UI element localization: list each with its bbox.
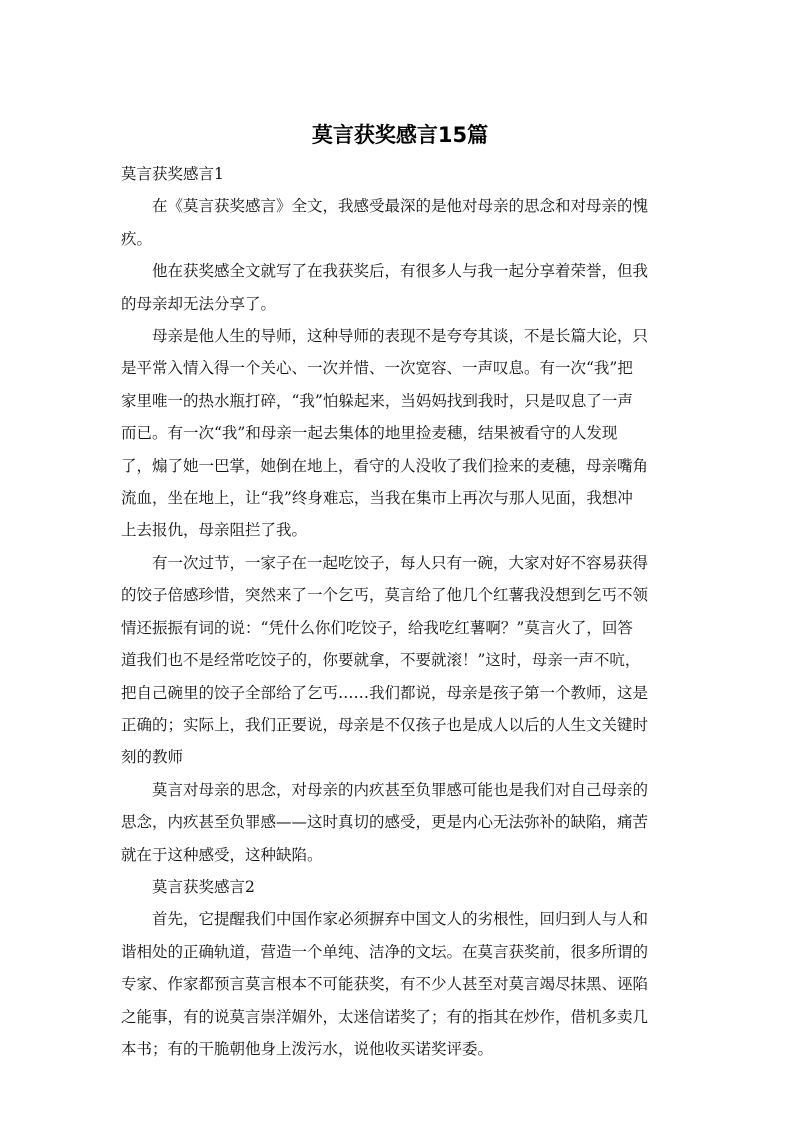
- paragraph: [121, 190, 679, 255]
- paragraph-line: 而已。有一次“我”和母亲一起去集体的地里捡麦穗，结果被看守的人发现: [121, 424, 618, 443]
- section-heading: 莫言获奖感言1: [121, 165, 224, 183]
- paragraph-line: 了，煽了她一巴掌，她倒在地上，看守的人没收了我们捡来的麦穗，母亲嘴角: [121, 456, 649, 475]
- paragraph-line: 就在于这种感受，这种缺陷。: [121, 845, 323, 864]
- paragraph-line: 正确的；实际上，我们正要说，母亲是不仅孩子也是成人以后的人生文关键时: [121, 715, 649, 734]
- paragraph-line: 情还振振有词的说：“凭什么你们吃饺子，给我吃红薯啊？”莫言火了，回答: [121, 618, 633, 637]
- paragraph-line: 流血，坐在地上，让“我”终身难忘，当我在集市上再次与那人见面，我想冲: [121, 489, 633, 508]
- paragraph-line: 把自己碗里的饺子全部给了乞丐……我们都说，母亲是孩子第一个教师，这是: [121, 683, 649, 702]
- paragraph-line: 家里唯一的热水瓶打碎，“我”怕躲起来，当妈妈找到我时，只是叹息了一声: [121, 391, 633, 410]
- paragraph-line: 是平常入情入得一个关心、一次并惜、一次宽容、一声叹息。有一次“我”把: [121, 359, 633, 378]
- paragraph-line: 他在获奖感全文就写了在我获奖后，有很多人与我一起分享着荣誉，但我: [152, 262, 649, 281]
- paragraph-line: 母亲是他人生的导师，这种导师的表现不是夸夸其谈，不是长篇大论，只: [152, 327, 649, 346]
- paragraph-line: 有一次过节，一家子在一起吃饺子，每人只有一碗，大家对好不容易获得: [152, 553, 649, 572]
- paragraph: [121, 547, 679, 774]
- paragraph-line: 在《莫言获奖感言》全文，我感受最深的是他对母亲的思念和对母亲的愧: [152, 197, 649, 216]
- paragraph-line: 的母亲却无法分享了。: [121, 294, 277, 313]
- document-body: [121, 158, 679, 1065]
- paragraph-line: 思念，内疚甚至负罪感——这时真切的感受，更是内心无法弥补的缺陷，痛苦: [121, 813, 649, 832]
- paragraph-line: 上去报仇，母亲阻拦了我。: [121, 521, 308, 540]
- paragraph: [121, 774, 679, 871]
- paragraph-line: 首先，它提醒我们中国作家必须摒弃中国文人的劣根性，回归到人与人和: [152, 910, 649, 929]
- paragraph-line: 本书；有的干脆朝他身上泼污水，说他收买诺奖评委。: [121, 1039, 494, 1058]
- document-title: 莫言获奖感言15篇: [311, 123, 489, 147]
- paragraph-line: 谐相处的正确轨道，营造一个单纯、洁净的文坛。在莫言获奖前，很多所谓的: [121, 942, 649, 961]
- section-heading: 莫言获奖感言2: [152, 877, 255, 896]
- paragraph-line: 疚。: [121, 229, 153, 248]
- paragraph-line: 的饺子倍感珍惜，突然来了一个乞丐，莫言给了他几个红薯我没想到乞丐不领: [121, 586, 649, 605]
- paragraph-line: 道我们也不是经常吃饺子的，你要就拿，不要就滚！”这时，母亲一声不吭，: [121, 651, 641, 670]
- paragraph-line: 专家、作家都预言莫言根本不可能获奖，有不少人甚至对莫言竭尽抹黑、诬陷: [121, 975, 649, 994]
- paragraph-line: 刻的教师: [121, 748, 184, 767]
- paragraph: [121, 320, 679, 547]
- paragraph-line: 之能事，有的说莫言崇洋媚外，太迷信诺奖了；有的指其在炒作，借机多卖几: [121, 1007, 649, 1026]
- paragraph-line: 莫言对母亲的思念，对母亲的内疚甚至负罪感可能也是我们对自己母亲的: [152, 780, 649, 799]
- paragraph: [121, 255, 679, 320]
- paragraph: [121, 903, 679, 1065]
